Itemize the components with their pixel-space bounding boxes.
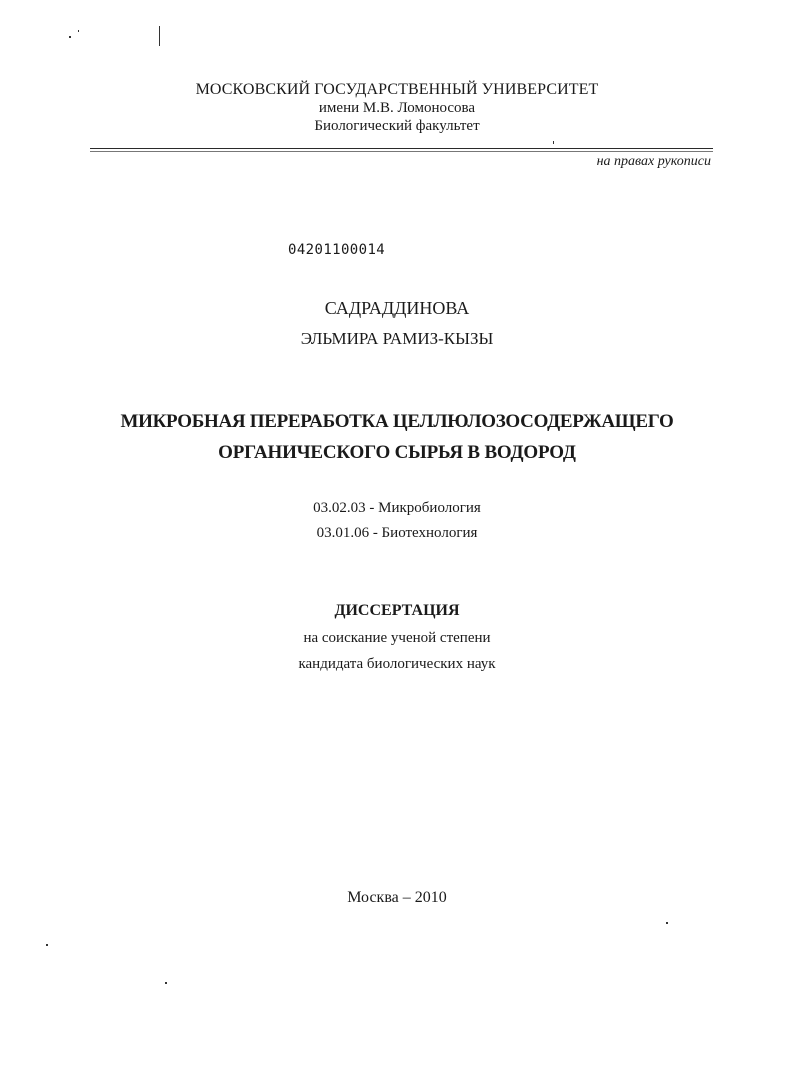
thesis-title-line-2: ОРГАНИЧЕСКОГО СЫРЬЯ В ВОДОРОД <box>218 442 576 463</box>
scan-speck <box>46 944 48 946</box>
degree-line-1: на соискание ученой степени <box>303 630 491 646</box>
scan-mark <box>159 26 160 46</box>
specialty-biotechnology: 03.01.06 - Биотехнология <box>316 525 478 541</box>
scan-speck <box>78 30 79 32</box>
thesis-title-line-1: МИКРОБНАЯ ПЕРЕРАБОТКА ЦЕЛЛЮЛОЗОСОДЕРЖАЩЕГО <box>120 411 674 432</box>
university-name: МОСКОВСКИЙ ГОСУДАРСТВЕННЫЙ УНИВЕРСИТЕТ <box>195 81 599 98</box>
dissertation-heading: ДИССЕРТАЦИЯ <box>334 602 460 619</box>
author-given-names: ЭЛЬМИРА РАМИЗ-КЫЗЫ <box>300 329 494 348</box>
scan-speck <box>69 36 71 38</box>
header-divider-secondary <box>90 151 713 152</box>
specialty-microbiology: 03.02.03 - Микробиология <box>313 500 481 516</box>
named-after: имени М.В. Ломоносова <box>318 100 476 116</box>
scan-speck <box>165 982 167 984</box>
degree-line-2: кандидата биологических наук <box>298 656 496 672</box>
scan-speck <box>553 141 554 144</box>
scan-speck <box>666 922 668 924</box>
faculty: Биологический факультет <box>314 118 480 134</box>
header-divider <box>90 148 713 149</box>
archive-code: 04201100014 <box>288 242 386 258</box>
rights-note: на правах рукописи <box>596 154 711 169</box>
author-surname: САДРАДДИНОВА <box>324 298 470 318</box>
place-year: Москва – 2010 <box>347 889 447 906</box>
